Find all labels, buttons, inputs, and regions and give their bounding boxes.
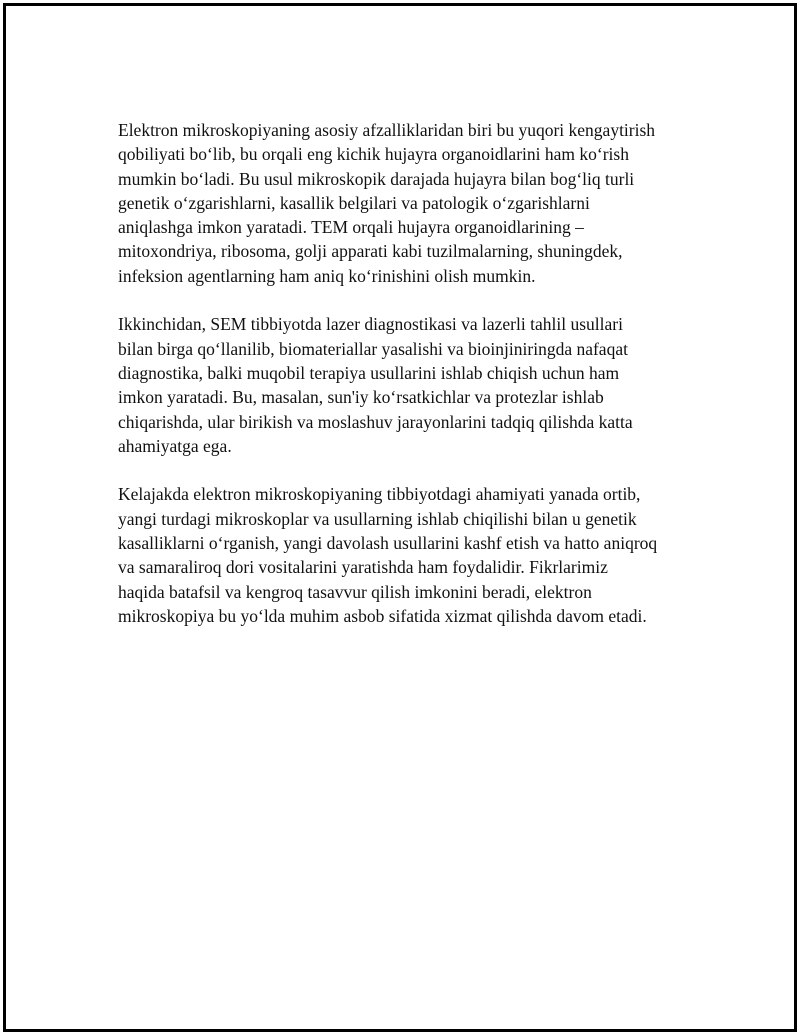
paragraph-3: Kelajakda elektron mikroskopiyaning tibbiyotdagi ahamiyati yanada ortib, yangi turdagi mikroskoplar va usullarning ishlab chiqilishi bilan u genetik kasalliklarni o‘rganish, yangi davolash usullarini kashf etish va hatto aniqroq va samaraliroq dori vositalarini yaratishda ham foydalidir. Fikrlarimiz haqida batafsil va kengroq tasavvur qilish imkonini beradi, elektron mikroskopiya bu yo‘lda muhim asbob sifatida xizmat qilishda davom etadi.	[118, 484, 658, 626]
document-body	[118, 118, 688, 653]
paragraph-1: Elektron mikroskopiyaning asosiy afzalliklaridan biri bu yuqori kengaytirish qobiliyati bo‘lib, bu orqali eng kichik hujayra organoidlarini ham ko‘rish mumkin bo‘ladi. Bu usul mikroskopik darajada hujayra bilan bog‘liq turli genetik o‘zgarishlarni, kasallik belgilari va patologik o‘zgarishlarni aniqlashga imkon yaratadi. TEM orqali hujayra organoidlarining – mitoxondriya, ribosoma, golji apparati kabi tuzilmalarning, shuningdek, infeksion agentlarning ham aniq ko‘rinishini olish mumkin.	[118, 120, 656, 286]
paragraph-2: Ikkinchidan, SEM tibbiyotda lazer diagnostikasi va lazerli tahlil usullari bilan birga qo‘llanilib, biomateriallar yasalishi va bioinjiniringda nafaqat diagnostika, balki muqobil terapiya usullarini ishlab chiqish uchun ham imkon yaratadi. Bu, masalan, sun'iy ko‘rsatkichlar va protezlar ishlab chiqarishda, ular birikish va moslashuv jarayonlarini tadqiq qilishda katta ahamiyatga ega.	[118, 314, 633, 456]
